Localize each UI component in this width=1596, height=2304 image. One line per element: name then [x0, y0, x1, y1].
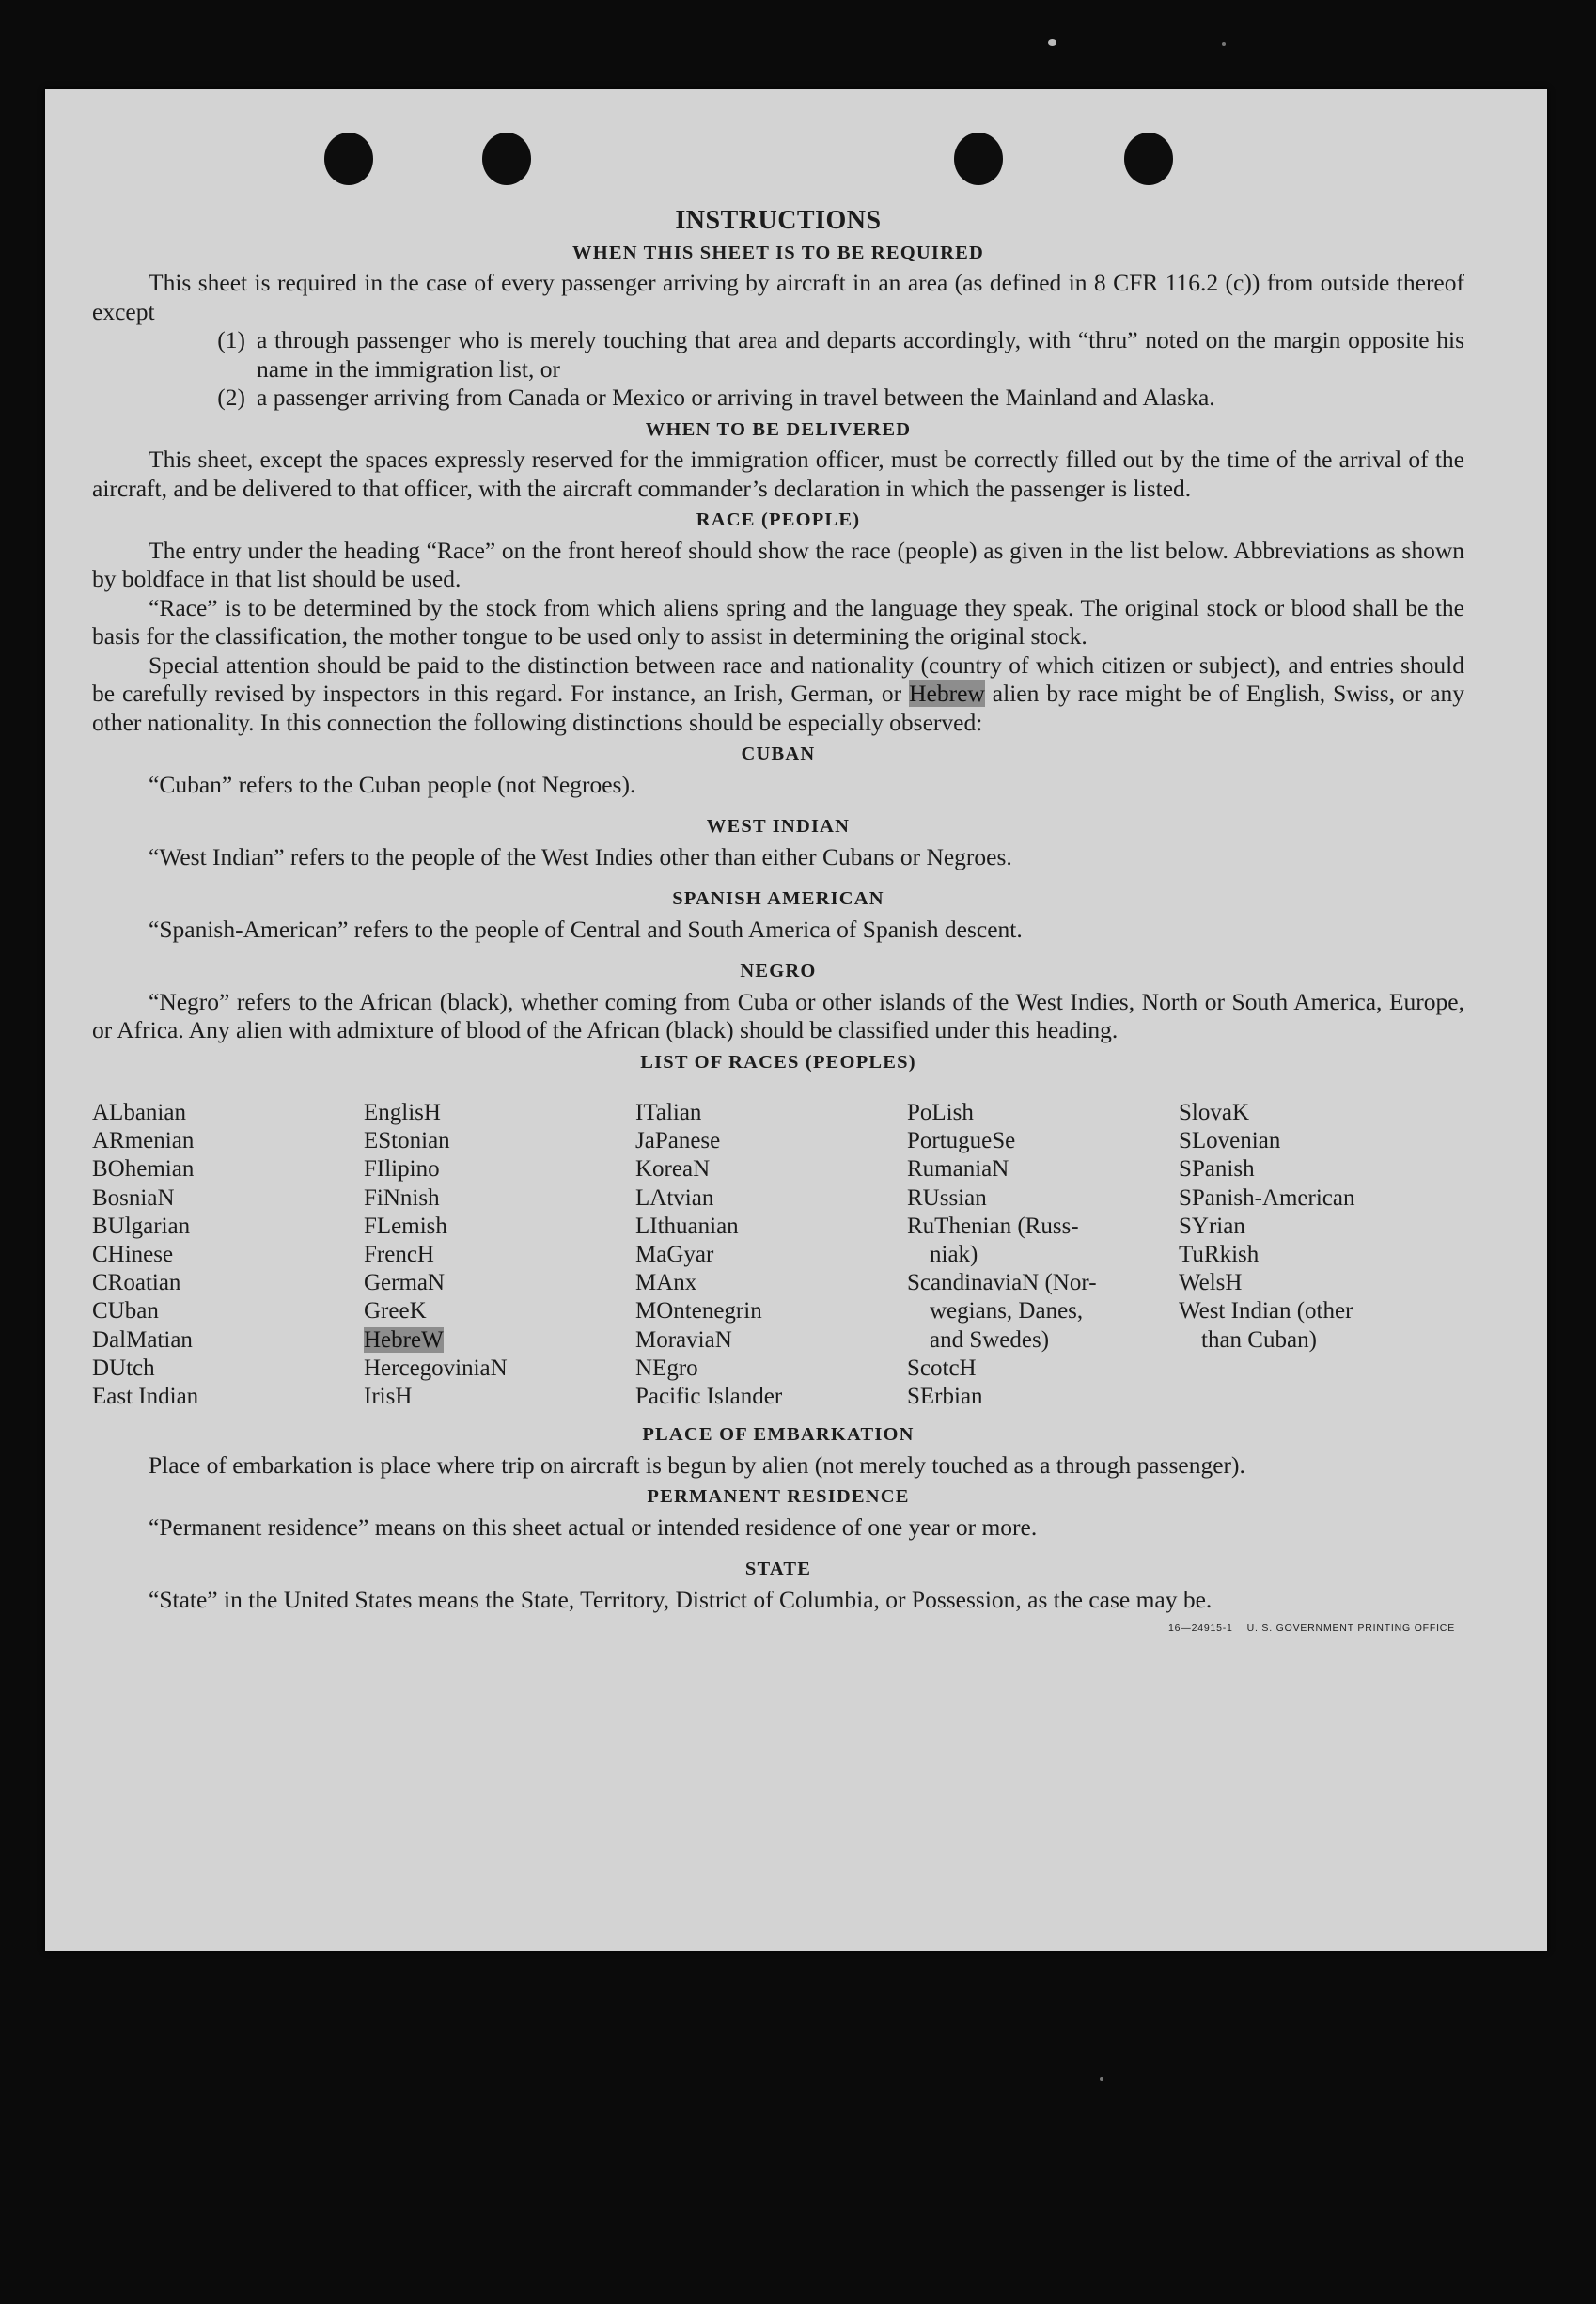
- race-entry: JaPanese: [635, 1128, 721, 1154]
- item-number: (1): [217, 326, 245, 353]
- race-entry: MaGyar: [635, 1242, 714, 1268]
- marked-word: Hebrew: [909, 680, 985, 707]
- race-entry: EStonian: [364, 1128, 450, 1154]
- section-heading: CUBAN: [741, 744, 816, 764]
- list-item: [92, 326, 1464, 384]
- race-entry: SlovaK: [1179, 1100, 1249, 1125]
- item-text: a through passenger who is merely touching that area and departs accordingly, with “thru” noted on the margin opposite his name in the immigration list, or: [257, 326, 1464, 383]
- race-entry: wegians, Danes,: [930, 1298, 1084, 1324]
- race-entry: West Indian (other: [1179, 1298, 1353, 1324]
- paragraph: “Race” is to be determined by the stock from which aliens spring and the language they speak. The original stock or blood shall be the basis for the classification, the mother tongue to be used only to assist in determining the original stock.: [92, 593, 1464, 650]
- paragraph: This sheet, except the spaces expressly reserved for the immigration officer, must be correctly filled out by the time of the arrival of the aircraft, and be delivered to that officer, with the aircraft commander’s declaration in which the passenger is listed.: [92, 446, 1464, 502]
- race-entry: IrisH: [364, 1384, 413, 1410]
- race-entry: SLovenian: [1179, 1128, 1281, 1154]
- race-entry: RUssian: [907, 1184, 987, 1211]
- form-number: 16—24915-1: [1167, 1622, 1233, 1635]
- race-entry: ARmenian: [92, 1128, 195, 1154]
- race-entry: and Swedes): [930, 1326, 1050, 1353]
- section-heading: SPANISH AMERICAN: [672, 888, 884, 909]
- race-entry: CUban: [92, 1298, 159, 1324]
- race-entry: SPanish: [1179, 1156, 1255, 1183]
- race-entry: WelsH: [1179, 1270, 1243, 1296]
- paragraph: This sheet is required in the case of every passenger arriving by aircraft in an area (as defined in 8 CFR 116.2 (c)) from outside thereof except: [92, 269, 1464, 325]
- race-entry: LAtvian: [635, 1184, 714, 1211]
- race-entry: CHinese: [92, 1242, 174, 1268]
- race-entry: PortugueSe: [907, 1128, 1016, 1154]
- race-entry: MOntenegrin: [635, 1298, 762, 1324]
- punch-hole: [1124, 133, 1173, 185]
- paragraph: “Spanish-American” refers to the people of Central and South America of Spanish descent.: [149, 915, 1023, 943]
- race-column: [635, 1099, 907, 1411]
- race-entry: GreeK: [364, 1298, 427, 1324]
- paragraph: “West Indian” refers to the people of the West Indies other than either Cubans or Negroes.: [149, 842, 1012, 870]
- race-entry: ITalian: [635, 1100, 702, 1125]
- race-entry: DUtch: [92, 1355, 155, 1381]
- document-sheet: [45, 89, 1547, 1951]
- race-entry: SErbian: [907, 1384, 983, 1410]
- text-run: alien by race might be of English, Swiss, or any other nationality. In this connection the following distinctions should be especially observed:: [92, 680, 1465, 736]
- paragraph: “Negro” refers to the African (black), whether coming from Cuba or other islands of the West Indies, North or South America, Europe, or Africa. Any alien with admixture of blood of the African (black) should be classified under this heading.: [92, 987, 1464, 1043]
- printer-imprint: [1168, 1614, 1455, 1643]
- dust-speck: [1048, 39, 1056, 46]
- race-entry: FiNnish: [364, 1184, 440, 1211]
- race-entry: ALbanian: [92, 1100, 186, 1125]
- race-entry: MoraviaN: [635, 1326, 732, 1353]
- section-heading: WEST INDIAN: [706, 816, 851, 837]
- dust-speck: [1100, 2077, 1103, 2081]
- list-item: [92, 384, 1464, 413]
- race-entry: TuRkish: [1179, 1242, 1260, 1268]
- race-entry: LIthuanian: [635, 1213, 739, 1239]
- race-entry: MAnx: [635, 1270, 697, 1296]
- punch-hole: [954, 133, 1003, 185]
- section-heading: PERMANENT RESIDENCE: [647, 1486, 910, 1508]
- race-entry: DalMatian: [92, 1326, 193, 1353]
- race-entry: EnglisH: [364, 1100, 441, 1125]
- paragraph: Place of embarkation is place where trip on aircraft is begun by alien (not merely touched as a through passenger).: [149, 1450, 1245, 1479]
- section-heading: STATE: [744, 1559, 812, 1580]
- section-heading: RACE (PEOPLE): [696, 509, 861, 530]
- item-number: (2): [217, 384, 245, 411]
- item-text: a passenger arriving from Canada or Mexico or arriving in travel between the Mainland and Alaska.: [257, 384, 1215, 411]
- race-column: [92, 1099, 364, 1411]
- race-column: [364, 1099, 635, 1411]
- punch-hole: [482, 133, 531, 185]
- race-entry: HebreW: [364, 1326, 444, 1353]
- punch-hole: [324, 133, 373, 185]
- section-heading: WHEN TO BE DELIVERED: [645, 418, 912, 440]
- text-run: Special attention should be paid to the distinction between race and nationality (country of which citizen or subject), and entries should be carefully revised by inspectors in this regard. For instance, an Irish, German, or: [92, 650, 1464, 707]
- race-entry: HercegoviniaN: [364, 1355, 508, 1381]
- paragraph: “Permanent residence” means on this sheet actual or intended residence of one year or more.: [149, 1512, 1038, 1541]
- race-entry: ScotcH: [907, 1355, 977, 1381]
- race-entry: KoreaN: [635, 1156, 711, 1183]
- race-entry: FIlipino: [364, 1156, 440, 1183]
- race-entry: BOhemian: [92, 1156, 195, 1183]
- race-column: [1179, 1099, 1450, 1411]
- page-title: INSTRUCTIONS: [675, 206, 882, 235]
- section-heading: WHEN THIS SHEET IS TO BE REQUIRED: [572, 242, 984, 263]
- paragraph: “Cuban” refers to the Cuban people (not Negroes).: [149, 770, 636, 798]
- race-column: [907, 1099, 1179, 1411]
- section-heading: NEGRO: [740, 961, 817, 981]
- paragraph: The entry under the heading “Race” on the front hereof should show the race (people) as given in the list below. Abbreviations as shown by boldface in that list should be used.: [92, 536, 1464, 592]
- printer-name: U. S. GOVERNMENT PRINTING OFFICE: [1246, 1622, 1455, 1635]
- race-entry: than Cuban): [1201, 1326, 1317, 1353]
- race-entry: ScandinaviaN (Nor-: [907, 1270, 1097, 1296]
- race-entry: PoLish: [907, 1100, 974, 1125]
- race-entry: FrencH: [364, 1242, 434, 1268]
- paragraph: “State” in the United States means the State, Territory, District of Columbia, or Possession, as the case may be.: [149, 1585, 1213, 1613]
- race-entry: RumaniaN: [907, 1156, 1009, 1183]
- section-heading: LIST OF RACES (PEOPLES): [640, 1051, 916, 1073]
- race-list: [92, 1099, 1464, 1411]
- section-heading: PLACE OF EMBARKATION: [642, 1424, 915, 1446]
- instructions-content: [92, 207, 1464, 1643]
- race-entry: RuThenian (Russ-: [907, 1213, 1079, 1239]
- race-entry: SPanish-American: [1179, 1184, 1355, 1211]
- race-entry: CRoatian: [92, 1270, 181, 1296]
- race-entry: BUlgarian: [92, 1213, 191, 1239]
- race-entry: Pacific Islander: [635, 1384, 783, 1410]
- race-entry: East Indian: [92, 1384, 199, 1410]
- race-entry: NEgro: [635, 1355, 698, 1381]
- race-entry: FLemish: [364, 1213, 447, 1239]
- race-entry: niak): [930, 1242, 978, 1268]
- footer: [92, 1614, 1464, 1643]
- race-entry: GermaN: [364, 1270, 446, 1296]
- race-entry: BosniaN: [92, 1184, 175, 1211]
- paragraph: [92, 651, 1464, 738]
- dust-speck: [1222, 42, 1226, 46]
- race-entry: SYrian: [1179, 1213, 1245, 1239]
